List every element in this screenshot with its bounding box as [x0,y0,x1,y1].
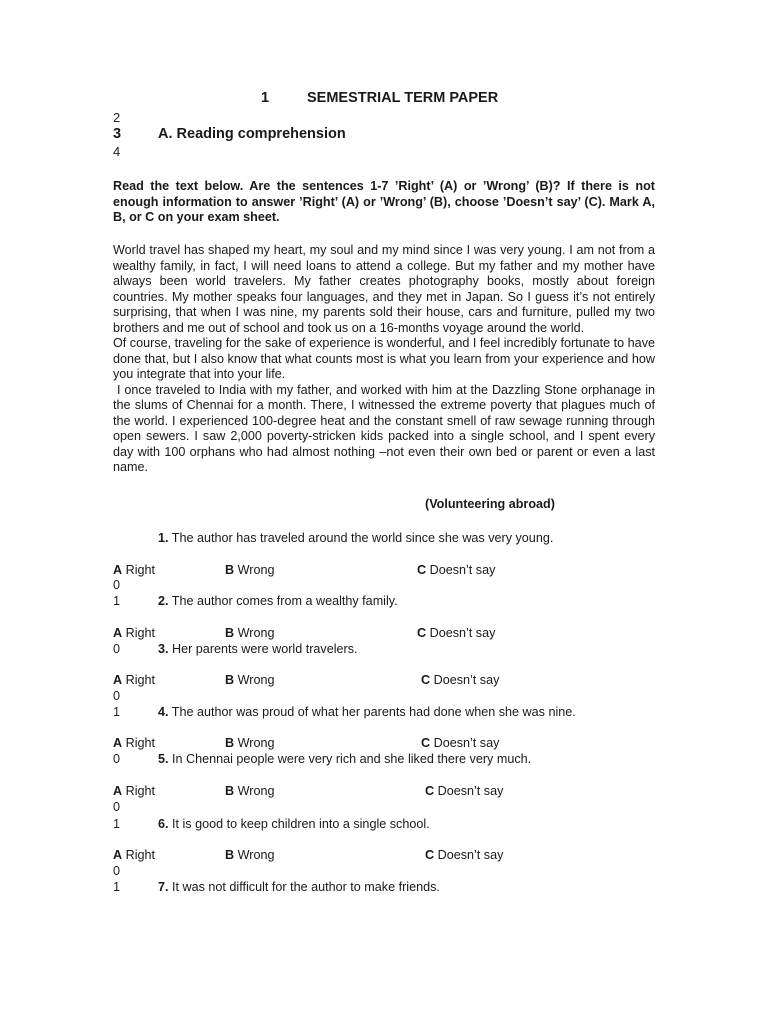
question-number: 6. [158,817,169,831]
header-line-number-2: 2 [113,110,121,125]
passage-paragraph-1: World travel has shaped my heart, my soul and my mind since I was very young. I am not from a wealthy family, in fact, I will need loans to attend a college. But my father and my mother have always been world travelers. My father creates photography books, mostly about foreign countries. My mother speaks four languages, and they met in Japan. So I guess it’s not entirely surprising, that when I was nine, my parents sold their house, cars and furniture, pulled my two brothers and me out of school and took us on a 16-months voyage around the world. [113,243,655,335]
option-a[interactable] [113,626,155,640]
option-letter: C [417,563,427,577]
option-a[interactable] [113,563,155,577]
option-c[interactable] [421,736,499,750]
margin-number: 0 [113,864,121,878]
question-text: It is good to keep children into a single school. [172,817,430,831]
option-c[interactable] [417,626,495,640]
question-2 [158,594,398,608]
question-text: Her parents were world travelers. [172,642,358,656]
option-letter: C [421,736,431,750]
option-letter: C [421,673,431,687]
question-6 [158,817,430,831]
option-letter: A [113,626,123,640]
question-text: The author comes from a wealthy family. [171,594,398,608]
margin-number: 0 [113,578,121,592]
option-letter: A [113,673,123,687]
question-number: 7. [158,880,169,894]
option-letter: B [225,673,235,687]
option-label: Wrong [237,736,275,750]
option-label: Doesn’t say [429,626,496,640]
margin-number: 1 [113,880,121,894]
option-letter: A [113,784,123,798]
option-letter: C [425,784,435,798]
option-letter: A [113,848,123,862]
option-label: Wrong [237,673,275,687]
passage-paragraph-3: I once traveled to India with my father, and worked with him at the Dazzling Stone orphanage in the slums of Chennai for a month. There, I witnessed the extreme poverty that plagues much of the world. I experienced 100-degree heat and the constant smell of raw sewage running through open sewers. I saw 2,000 poverty-stricken kids packed into a single school, and I spent every day with 100 orphans who had almost nothing –not even their own bed or parent or even a last name. [113,382,659,474]
instructions: Read the text below. Are the sentences 1-7 ’Right’ (A) or ’Wrong’ (B)? If there is not enough information to answer ’Right’ (A) or ’Wrong’ (B), choose ’Doesn’t say’ (C). Mark A, B, or C on your exam sheet. [113,179,655,224]
option-letter: A [113,563,123,577]
passage-paragraph-2: Of course, traveling for the sake of experience is wonderful, and I feel incredibly fortunate to have done that, but I also know that what counts most is what you learn from your experience and how you integrate that into your life. [113,336,655,381]
option-b[interactable] [225,736,274,750]
option-a[interactable] [113,736,155,750]
option-c[interactable] [421,673,499,687]
header-line-number-3: 3 [113,126,122,142]
question-number: 2. [158,594,169,608]
option-label: Wrong [237,848,275,862]
option-letter: A [113,736,123,750]
page-title: SEMESTRIAL TERM PAPER [307,90,499,106]
option-label: Right [125,563,156,577]
question-number: 4. [158,705,169,719]
question-text: The author has traveled around the world since she was very young. [171,531,554,545]
question-1 [158,531,553,545]
header-line-number-1: 1 [261,90,270,106]
margin-number: 0 [113,689,121,703]
option-label: Right [125,848,156,862]
option-label: Doesn’t say [437,784,504,798]
option-letter: C [417,626,427,640]
question-7 [158,880,440,894]
option-label: Wrong [237,784,275,798]
passage-source: (Volunteering abroad) [425,497,555,511]
option-a[interactable] [113,784,155,798]
question-text: It was not difficult for the author to make friends. [172,880,440,894]
option-b[interactable] [225,626,274,640]
section-title: A. Reading comprehension [158,126,346,142]
option-label: Doesn’t say [437,848,504,862]
question-number: 3. [158,642,169,656]
question-number: 5. [158,752,169,766]
option-b[interactable] [225,784,274,798]
margin-number: 1 [113,705,121,719]
option-c[interactable] [425,784,503,798]
option-label: Doesn’t say [429,563,496,577]
question-3 [158,642,358,656]
option-c[interactable] [417,563,495,577]
reading-passage [113,243,659,476]
margin-number: 1 [113,594,121,608]
margin-number: 1 [113,817,121,831]
option-letter: B [225,736,235,750]
option-b[interactable] [225,563,274,577]
option-label: Doesn’t say [433,736,500,750]
margin-number: 0 [113,642,121,656]
option-label: Right [125,626,156,640]
option-a[interactable] [113,673,155,687]
option-label: Doesn’t say [433,673,500,687]
option-b[interactable] [225,848,274,862]
question-text: In Chennai people were very rich and she liked there very much. [172,752,532,766]
option-letter: B [225,848,235,862]
option-b[interactable] [225,673,274,687]
option-letter: C [425,848,435,862]
option-letter: B [225,563,235,577]
option-label: Right [125,673,156,687]
option-letter: B [225,784,235,798]
option-label: Right [125,736,156,750]
margin-number: 0 [113,752,121,766]
option-a[interactable] [113,848,155,862]
question-4 [158,705,576,719]
option-label: Wrong [237,563,275,577]
question-5 [158,752,531,766]
question-text: The author was proud of what her parents had done when she was nine. [171,705,576,719]
option-label: Right [125,784,156,798]
margin-number: 0 [113,800,121,814]
option-c[interactable] [425,848,503,862]
option-label: Wrong [237,626,275,640]
option-letter: B [225,626,235,640]
header-line-number-4: 4 [113,144,121,159]
question-number: 1. [158,531,169,545]
